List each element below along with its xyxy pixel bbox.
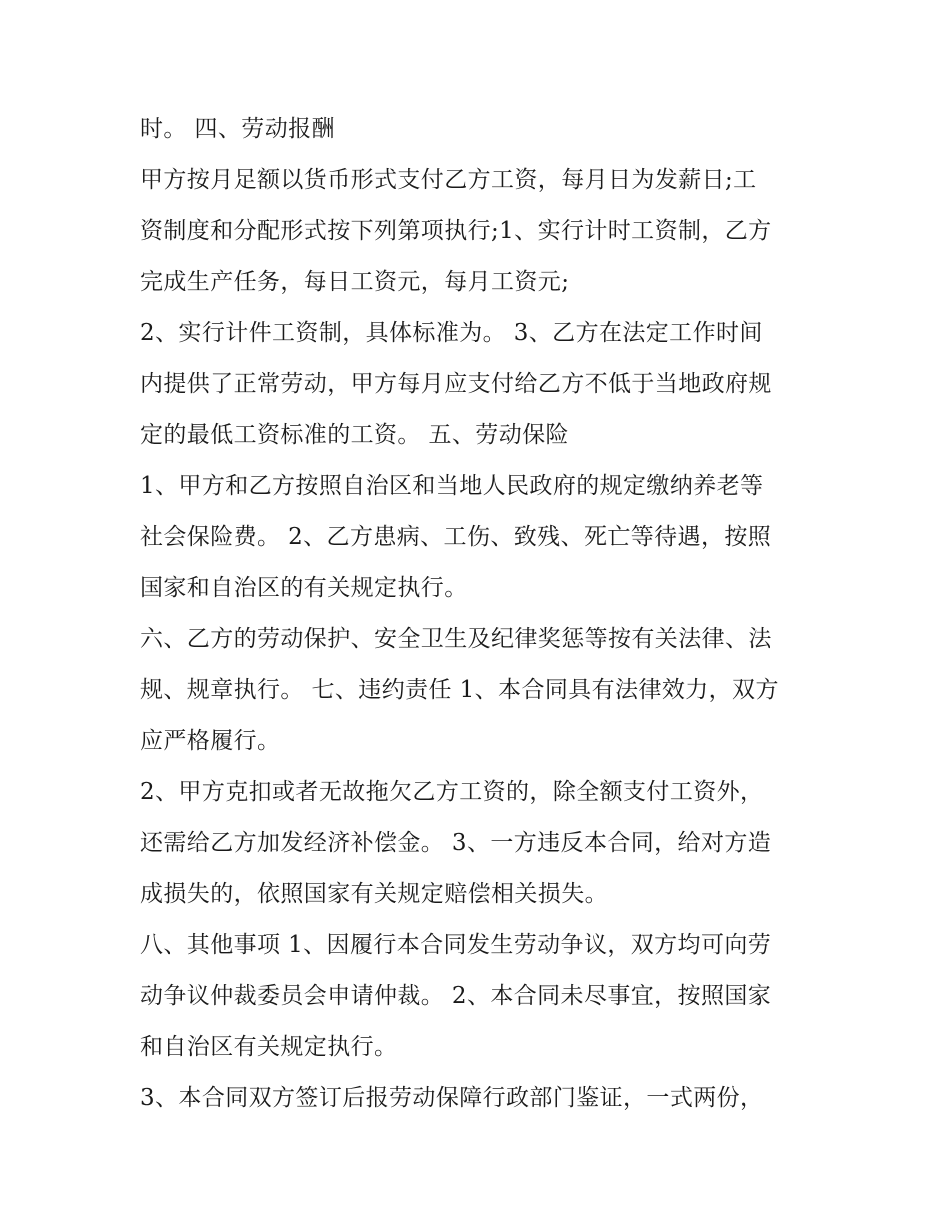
text-line: 内提供了正常劳动，甲方每月应支付给乙方不低于当地政府规 [140,371,772,397]
text-line: 完成生产任务，每日工资元，每月工资元; [140,269,570,295]
text-line: 规、规章执行。 七、违约责任 1、本合同具有法律效力，双方 [140,677,779,703]
paragraph-salary-payment [140,155,820,308]
text-line: 国家和自治区的有关规定执行。 [140,575,468,601]
text-line: 还需给乙方加发经济补偿金。 3、一方违反本合同，给对方造 [140,830,772,856]
text-line: 六、乙方的劳动保护、安全卫生及纪律奖惩等按有关法律、法 [140,626,772,652]
text-line: 八、其他事项 1、因履行本合同发生劳动争议，双方均可向劳 [140,932,772,958]
text-line: 动争议仲裁委员会申请仲裁。 2、本合同未尽事宜，按照国家 [140,983,772,1009]
paragraph-piece-rate-and-minimum-wage [140,308,820,461]
text-line: 定的最低工资标准的工资。 五、劳动保险 [140,422,569,448]
paragraph-social-insurance [140,461,820,614]
text-line: 应严格履行。 [140,728,281,754]
text-line: 和自治区有关规定执行。 [140,1034,398,1060]
paragraph-contract-signing [140,1073,820,1124]
document-body [140,104,820,1124]
paragraph-wage-arrears-compensation [140,767,820,920]
text-line: 资制度和分配形式按下列第项执行;1、实行计时工资制，乙方 [140,218,772,244]
text-line: 甲方按月足额以货币形式支付乙方工资，每月日为发薪日;工 [140,167,757,193]
paragraph-other-matters [140,920,820,1073]
text-line: 3、本合同双方签订后报劳动保障行政部门鉴证，一式两份， [140,1085,764,1111]
text-line: 社会保险费。 2、乙方患病、工伤、致残、死亡等待遇，按照 [140,524,772,550]
paragraph-remuneration-heading [140,104,820,155]
text-line: 时。 四、劳动报酬 [140,116,335,142]
text-line: 成损失的，依照国家有关规定赔偿相关损失。 [140,881,608,907]
text-line: 2、实行计件工资制，具体标准为。 3、乙方在法定工作时间 [140,320,763,346]
paragraph-labor-protection-and-liability [140,614,820,767]
text-line: 2、甲方克扣或者无故拖欠乙方工资的，除全额支付工资外， [140,779,764,805]
text-line: 1、甲方和乙方按照自治区和当地人民政府的规定缴纳养老等 [140,473,764,499]
